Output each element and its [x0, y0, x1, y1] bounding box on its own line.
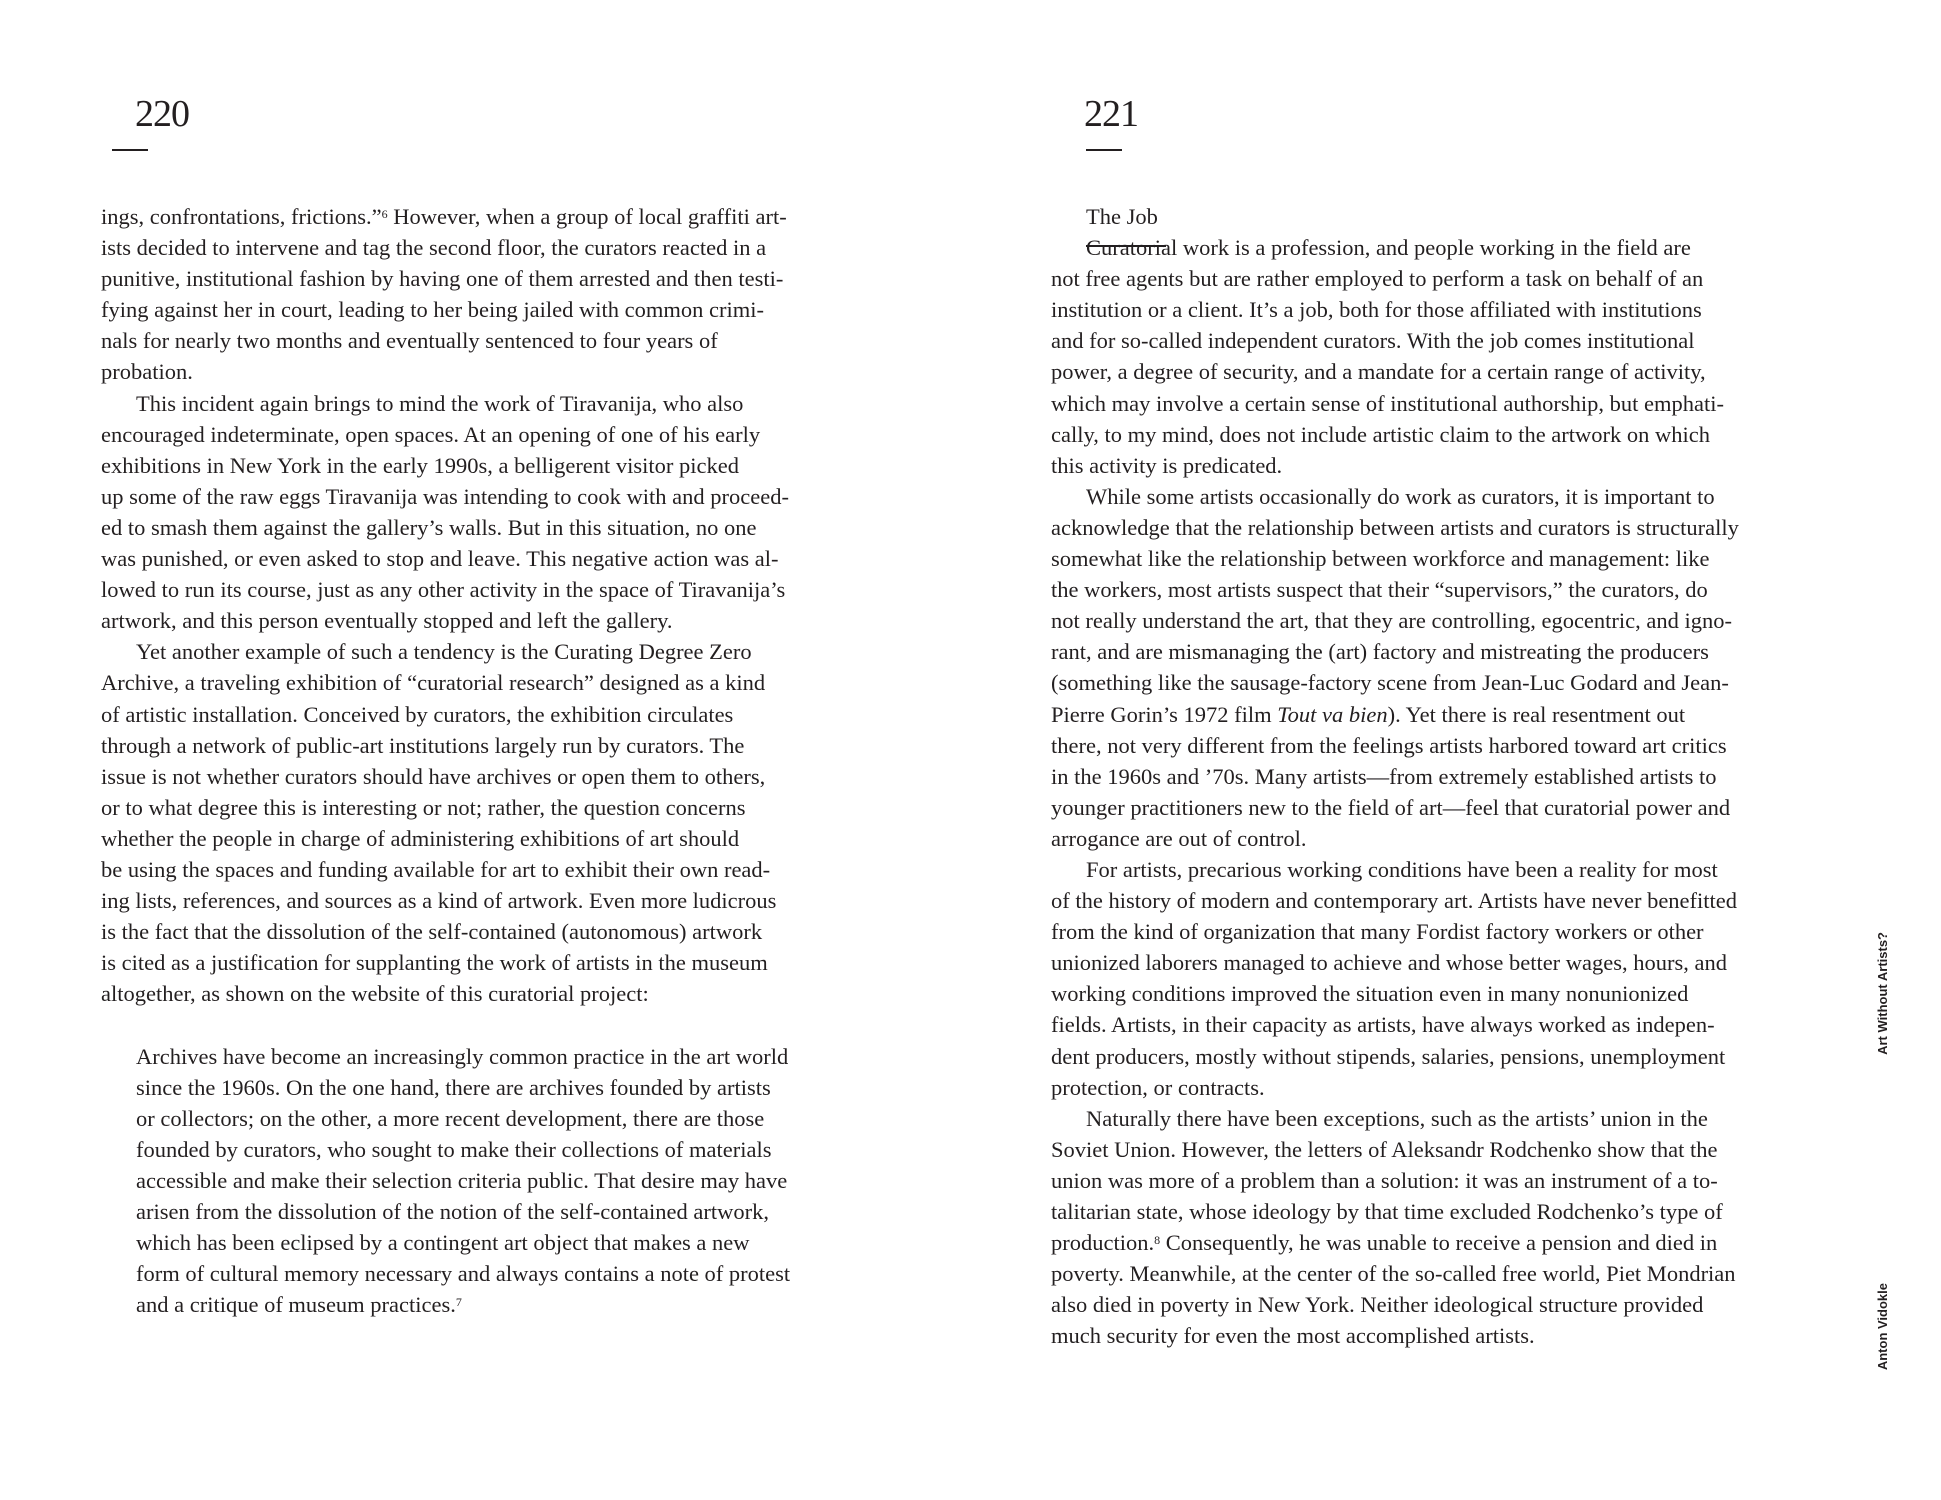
- text-run: This incident again brings to mind the work of Tiravanija, who also: [136, 390, 744, 416]
- text-run: union was more of a problem than a solution: it was an instrument of a to-: [1051, 1167, 1718, 1193]
- text-run: (something like the sausage-factory scene from Jean-Luc Godard and Jean-: [1051, 670, 1729, 696]
- text-run: institution or a client. It’s a job, both for those affiliated with institutions: [1051, 297, 1702, 323]
- text-line: [1051, 325, 1739, 356]
- text-run: exhibitions in New York in the early 1990s, a belligerent visitor picked: [101, 452, 740, 478]
- text-run: punitive, institutional fashion by having one of them arrested and then testi-: [101, 266, 784, 292]
- text-run: lowed to run its course, just as any other activity in the space of Tiravanija’s: [101, 577, 786, 603]
- text-run: ). Yet there is real resentment out: [1387, 701, 1686, 727]
- text-line: [101, 512, 790, 543]
- text-line: [1051, 574, 1739, 605]
- text-line: [101, 792, 790, 823]
- text-run: which may involve a certain sense of institutional authorship, but emphati-: [1051, 390, 1724, 416]
- text-run: acknowledge that the relationship between artists and curators is structurally: [1051, 514, 1739, 540]
- text-run: arisen from the dissolution of the notion of the self-contained artwork,: [136, 1199, 769, 1224]
- text-line: [1051, 294, 1739, 325]
- text-line: [101, 636, 790, 667]
- text-run: poverty. Meanwhile, at the center of the so-called free world, Piet Mondrian: [1051, 1261, 1736, 1287]
- text-line: [1051, 1196, 1739, 1227]
- text-run: Yet another example of such a tendency is the Curating Degree Zero: [136, 639, 752, 665]
- section-heading: The Job: [1086, 204, 1158, 229]
- text-run: Soviet Union. However, the letters of Aleksandr Rodchenko show that the: [1051, 1136, 1718, 1162]
- text-run: also died in poverty in New York. Neither ideological structure provided: [1051, 1292, 1704, 1318]
- text-line: [1051, 1041, 1739, 1072]
- text-line: [1051, 419, 1739, 450]
- text-run: While some artists occasionally do work as curators, it is important to: [1086, 483, 1715, 509]
- text-run: there, not very different from the feelings artists harbored toward art critics: [1051, 732, 1727, 758]
- text-line: [1051, 792, 1739, 823]
- text-run: fields. Artists, in their capacity as artists, have always worked as indepen-: [1051, 1012, 1715, 1038]
- text-run: probation.: [101, 359, 193, 385]
- text-run: not free agents but are rather employed to perform a task on behalf of an: [1051, 266, 1704, 292]
- text-run: and a critique of museum practices.: [136, 1292, 456, 1318]
- text-run: and for so-called independent curators. With the job comes institutional: [1051, 328, 1695, 354]
- text-run: working conditions improved the situation even in many nonunionized: [1051, 981, 1689, 1007]
- text-run: issue is not whether curators should have archives or open them to others,: [101, 763, 766, 789]
- text-line: [1051, 232, 1739, 263]
- text-run: ists decided to intervene and tag the second floor, the curators reacted in a: [101, 235, 767, 261]
- text-run: talitarian state, whose ideology by that time excluded Rodchenko’s type of: [1051, 1199, 1723, 1224]
- text-line: [101, 543, 790, 574]
- block-quote-line: [101, 1072, 790, 1103]
- text-line: [101, 885, 790, 916]
- text-run: ings, confrontations, frictions.”: [101, 204, 382, 229]
- text-run: younger practitioners new to the field of art—feel that curatorial power and: [1051, 794, 1731, 820]
- text-line: [1051, 761, 1739, 792]
- text-line: [101, 605, 790, 636]
- block-quote-line: [101, 1227, 790, 1258]
- text-line: [1051, 1289, 1739, 1320]
- text-line: [101, 667, 790, 698]
- text-line: [101, 699, 790, 730]
- block-quote-line: [101, 1134, 790, 1165]
- text-line: [1051, 263, 1739, 294]
- text-run: through a network of public-art institutions largely run by curators. The: [101, 732, 745, 758]
- text-run: from the kind of organization that many Fordist factory workers or other: [1051, 919, 1704, 945]
- text-line: [101, 574, 790, 605]
- text-run: in the 1960s and ’70s. Many artists—from extremely established artists to: [1051, 763, 1717, 789]
- text-line: [1051, 854, 1739, 885]
- text-run: rant, and are mismanaging the (art) factory and mistreating the producers: [1051, 639, 1709, 665]
- text-line: [1051, 388, 1739, 419]
- text-line: [101, 294, 790, 325]
- block-quote-line: [101, 1103, 790, 1134]
- text-run: ed to smash them against the gallery’s walls. But in this situation, no one: [101, 514, 757, 540]
- text-run: Naturally there have been exceptions, such as the artists’ union in the: [1086, 1105, 1708, 1131]
- text-run: For artists, precarious working conditions have been a reality for most: [1086, 856, 1718, 882]
- text-run: of artistic installation. Conceived by curators, the exhibition circulates: [101, 701, 734, 727]
- text-line: [1051, 1320, 1739, 1351]
- text-run: Pierre Gorin’s 1972 film: [1051, 701, 1278, 727]
- text-line: [101, 823, 790, 854]
- left-page-body: [101, 201, 790, 1320]
- footnote-ref: 7: [455, 1295, 462, 1310]
- text-line: [1051, 823, 1739, 854]
- text-run: not really understand the art, that they are controlling, egocentric, and igno-: [1051, 608, 1733, 634]
- text-line: [101, 947, 790, 978]
- text-line: [1051, 1258, 1739, 1289]
- text-line: [1051, 481, 1739, 512]
- text-line: [101, 916, 790, 947]
- text-line: [101, 263, 790, 294]
- text-run: altogether, as shown on the website of this curatorial project:: [101, 981, 649, 1007]
- page-number-left: 220: [135, 93, 189, 135]
- text-line: [101, 356, 790, 387]
- text-run: ing lists, references, and sources as a kind of artwork. Even more ludicrous: [101, 888, 777, 914]
- block-quote-line: [101, 1258, 790, 1289]
- text-run: accessible and make their selection criteria public. That desire may have: [136, 1167, 788, 1193]
- text-line: [1051, 916, 1739, 947]
- text-run: which has been eclipsed by a contingent art object that makes a new: [136, 1230, 750, 1256]
- text-line: [1051, 947, 1739, 978]
- text-line: [1051, 1227, 1739, 1258]
- text-line: [1051, 1009, 1739, 1040]
- block-quote-line: [101, 1289, 790, 1320]
- text-run: somewhat like the relationship between workforce and management: like: [1051, 546, 1710, 572]
- text-line: [1051, 885, 1739, 916]
- text-run: encouraged indeterminate, open spaces. At an opening of one of his early: [101, 421, 761, 447]
- text-line: [1051, 356, 1739, 387]
- text-run: whether the people in charge of administering exhibitions of art should: [101, 825, 740, 851]
- text-line: [101, 419, 790, 450]
- text-line: [101, 854, 790, 885]
- text-line: [1051, 636, 1739, 667]
- text-run: of the history of modern and contemporary art. Artists have never benefitted: [1051, 888, 1738, 914]
- text-line: [1051, 512, 1739, 543]
- text-run: Archives have become an increasingly common practice in the art world: [136, 1043, 789, 1069]
- page-number-right: 221: [1084, 93, 1138, 135]
- text-line: [1051, 543, 1739, 574]
- text-run: arrogance are out of control.: [1051, 825, 1307, 851]
- text-run: since the 1960s. On the one hand, there are archives founded by artists: [136, 1074, 771, 1100]
- block-quote-line: [101, 1041, 790, 1072]
- text-run: is cited as a justification for supplanting the work of artists in the museum: [101, 950, 768, 976]
- text-run: Consequently, he was unable to receive a pension and died in: [1160, 1230, 1718, 1256]
- right-page-body: [1051, 201, 1739, 1351]
- text-run: the workers, most artists suspect that their “supervisors,” the curators, do: [1051, 577, 1708, 603]
- text-line: [101, 388, 790, 419]
- italic-title: Tout va bien: [1277, 701, 1388, 727]
- text-run: be using the spaces and funding available for art to exhibit their own read-: [101, 856, 771, 882]
- text-line: [101, 201, 790, 232]
- text-run: this activity is predicated.: [1051, 452, 1283, 478]
- text-run: power, a degree of security, and a mandate for a certain range of activity,: [1051, 359, 1706, 385]
- text-line: [101, 325, 790, 356]
- text-line: [1051, 1072, 1739, 1103]
- text-run: founded by curators, who sought to make their collections of materials: [136, 1136, 772, 1162]
- text-line: [1051, 1103, 1739, 1134]
- text-line: [1051, 978, 1739, 1009]
- text-run: form of cultural memory necessary and always contains a note of protest: [136, 1261, 791, 1287]
- text-run: protection, or contracts.: [1051, 1074, 1265, 1100]
- text-run: Curatorial work is a profession, and people working in the field are: [1086, 235, 1691, 261]
- text-line: [101, 481, 790, 512]
- block-quote-line: [101, 1165, 790, 1196]
- text-run: or to what degree this is interesting or not; rather, the question concerns: [101, 794, 746, 820]
- page-number-rule-right: [1086, 149, 1122, 151]
- text-run: is the fact that the dissolution of the self-contained (autonomous) artwork: [101, 919, 763, 945]
- text-run: artwork, and this person eventually stopped and left the gallery.: [101, 608, 673, 634]
- text-run: dent producers, mostly without stipends, salaries, pensions, unemployment: [1051, 1043, 1726, 1069]
- text-line: [1051, 605, 1739, 636]
- text-line: [101, 450, 790, 481]
- text-line: [101, 232, 790, 263]
- text-line: [101, 761, 790, 792]
- text-line: [1051, 1165, 1739, 1196]
- text-run: However, when a group of local graffiti art-: [387, 204, 787, 229]
- running-author: Anton Vidokle: [1875, 1283, 1890, 1371]
- footnote-ref: 8: [1154, 1233, 1161, 1248]
- running-title: Art Without Artists?: [1875, 932, 1890, 1055]
- text-run: production.: [1051, 1230, 1155, 1256]
- page-number-rule-left: [112, 149, 148, 151]
- text-run: or collectors; on the other, a more recent development, there are those: [136, 1105, 765, 1131]
- text-run: was punished, or even asked to stop and leave. This negative action was al-: [101, 546, 779, 572]
- text-line: [101, 1009, 790, 1040]
- text-line: [1051, 201, 1739, 232]
- text-run: cally, to my mind, does not include artistic claim to the artwork on which: [1051, 421, 1711, 447]
- text-run: much security for even the most accomplished artists.: [1051, 1323, 1535, 1349]
- text-line: [1051, 450, 1739, 481]
- text-line: [1051, 667, 1739, 698]
- text-run: fying against her in court, leading to her being jailed with common crimi-: [101, 297, 764, 323]
- footnote-ref: 6: [381, 207, 388, 221]
- text-run: up some of the raw eggs Tiravanija was intending to cook with and proceed-: [101, 483, 789, 509]
- text-line: [101, 730, 790, 761]
- text-line: [1051, 1134, 1739, 1165]
- block-quote-line: [101, 1196, 790, 1227]
- text-line: [1051, 730, 1739, 761]
- text-run: Archive, a traveling exhibition of “curatorial research” designed as a kind: [101, 670, 766, 696]
- text-line: [101, 978, 790, 1009]
- text-line: [1051, 699, 1739, 730]
- text-run: unionized laborers managed to achieve and whose better wages, hours, and: [1051, 950, 1728, 976]
- text-run: nals for nearly two months and eventually sentenced to four years of: [101, 328, 718, 354]
